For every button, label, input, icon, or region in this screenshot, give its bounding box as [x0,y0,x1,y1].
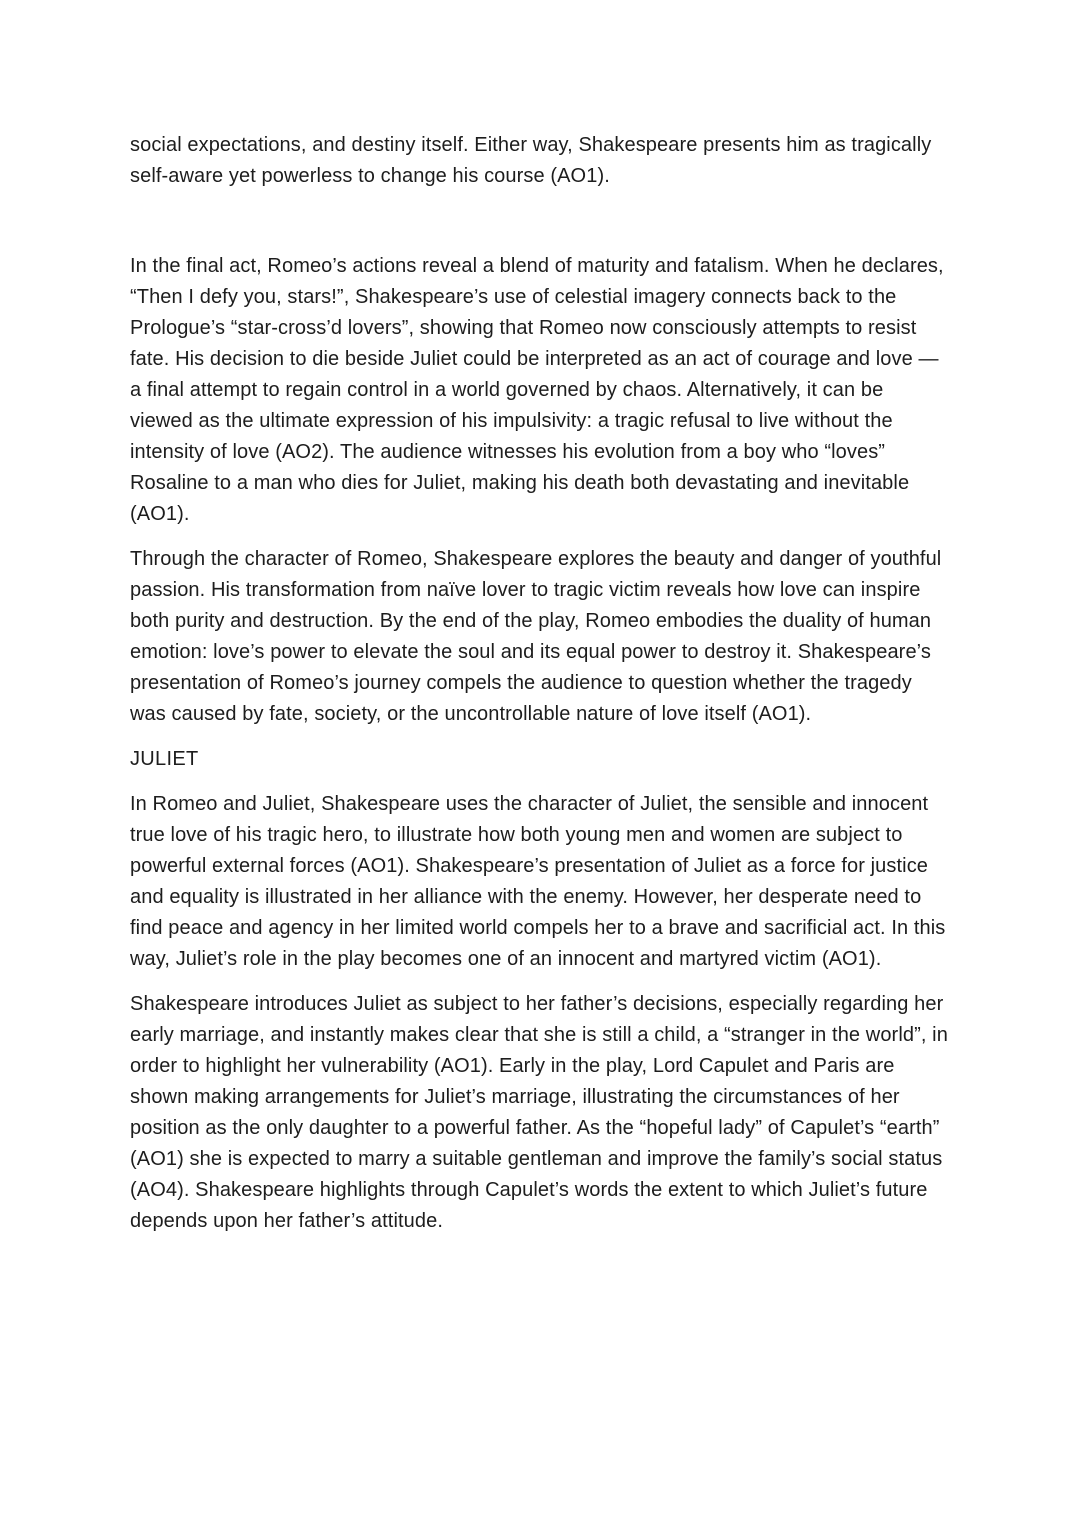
paragraph-juliet-intro: In Romeo and Juliet, Shakespeare uses the character of Juliet, the sensible and innocent true love of his tragic hero, to illustrate how both young men and women are subject to powerful external forces (AO1). Shakespeare’s presentation of Juliet as a force for justice and equality is illustrated in her alliance with the enemy. However, her desperate need to find peace and agency in her limited world compels her to a brave and sacrificial act. In this way, Juliet’s role in the play becomes one of an innocent and martyred victim (AO1). [130,793,946,970]
paragraph-juliet-father: Shakespeare introduces Juliet as subject to her father’s decisions, especially regarding her early marriage, and instantly makes clear that she is still a child, a “stranger in the world”, in order to highlight her vulnerability (AO1). Early in the play, Lord Capulet and Paris are shown making arrangements for Juliet’s marriage, illustrating the circumstances of her position as the only daughter to a powerful father. As the “hopeful lady” of Capulet’s “earth” (AO1) she is expected to marry a suitable gentleman and improve the family’s social status (AO4). Shakespeare highlights through Capulet’s words the extent to which Juliet’s future depends upon her father’s attitude. [130,993,948,1232]
paragraph-romeo-selfaware: social expectations, and destiny itself. Either way, Shakespeare presents him as tragically self-aware yet powerless to change his course (AO1). [130,134,932,187]
paragraph-romeo-final-act: In the final act, Romeo’s actions reveal a blend of maturity and fatalism. When he declares, “Then I defy you, stars!”, Shakespeare’s use of celestial imagery connects back to the Prologue’s “star-cross’d lovers”, showing that Romeo now consciously attempts to resist fate. His decision to die beside Juliet could be interpreted as an act of courage and love — a final attempt to regain control in a world governed by chaos. Alternatively, it can be viewed as the ultimate expression of his impulsivity: a tragic refusal to live without the intensity of love (AO2). The audience witnesses his evolution from a boy who “loves” Rosaline to a man who dies for Juliet, making his death both devastating and inevitable (AO1). [130,255,944,525]
section-heading-juliet: JULIET [130,748,199,770]
paragraph-romeo-conclusion: Through the character of Romeo, Shakespeare explores the beauty and danger of youthful passion. His transformation from naïve lover to tragic victim reveals how love can inspire both purity and destruction. By the end of the play, Romeo embodies the duality of human emotion: love’s power to elevate the soul and its equal power to destroy it. Shakespeare’s presentation of Romeo’s journey compels the audience to question whether the tragedy was caused by fate, society, or the uncontrollable nature of love itself (AO1). [130,548,942,725]
